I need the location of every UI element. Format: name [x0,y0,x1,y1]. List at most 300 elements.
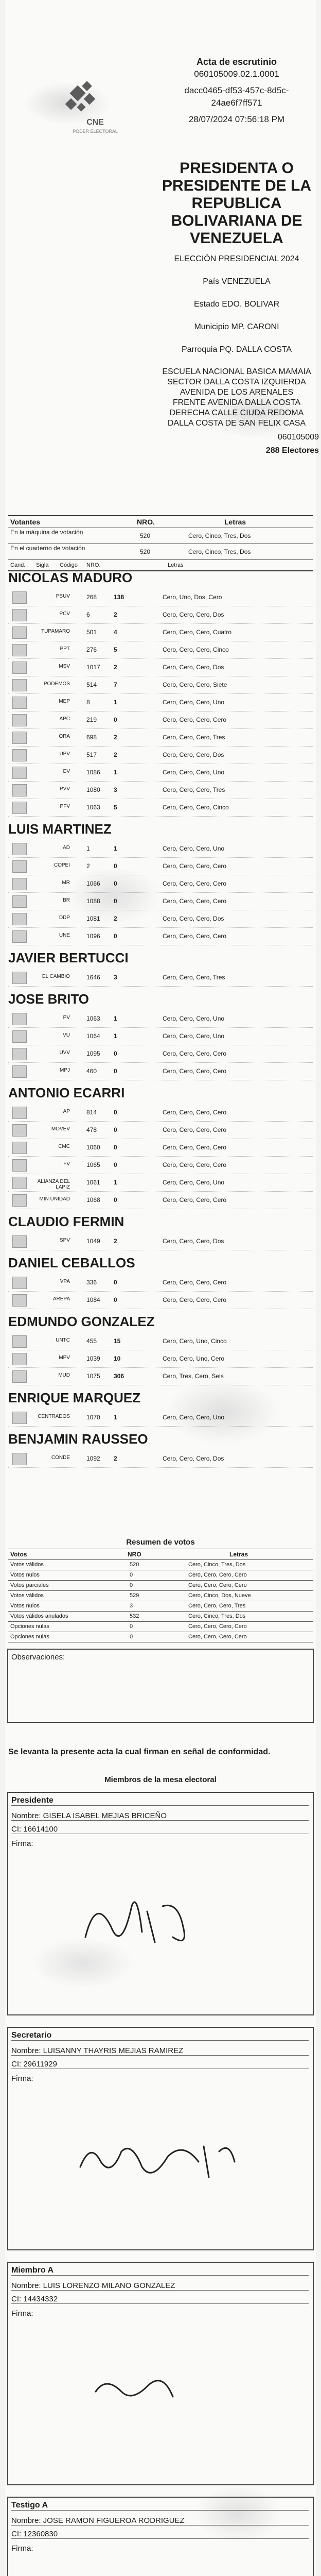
member-firma: Firma: [11,2074,33,2083]
party-sigla: PFV [60,804,70,809]
party-logo-icon [12,644,27,656]
party-nro: 138 [114,594,124,601]
resumen-cell: 532 [130,1613,139,1619]
resumen-row [8,1581,313,1591]
party-sigla: EL CAMBIO [42,974,70,979]
party-nro: 0 [114,716,117,723]
col-sigla: Sigla [36,562,49,568]
centro-code: 060105009 [277,433,319,442]
signature-image [65,1870,250,1973]
party-code: 8 [86,699,90,706]
party-code: 698 [86,734,97,741]
party-logo-icon [12,662,27,674]
party-nro: 2 [114,611,117,618]
party-code: 1063 [86,1015,100,1022]
party-nro: 1 [114,699,117,706]
party-nro: 1 [114,845,117,852]
resumen-cell: Cero, Cero, Cero, Tres [188,1603,246,1609]
party-logo-icon [12,1177,27,1189]
party-letras: Cero, Cero, Cero, Dos [163,611,224,618]
votantes-row-cuaderno [8,544,313,560]
party-nro: 2 [114,664,117,671]
party-nro: 2 [114,1238,117,1245]
party-sigla: PODEMOS [43,681,70,687]
party-sigla: FV [63,1161,70,1167]
party-sigla: AD [63,845,70,851]
member-box [7,2027,314,2250]
resumen-cell: 520 [130,1562,139,1568]
party-logo-icon [12,860,27,873]
acta-datetime: 28/07/2024 07:56:18 PM [188,114,285,124]
party-row [8,799,313,817]
member-role: Presidente [11,1796,309,1806]
party-sigla: MIN UNIDAD [39,1196,70,1202]
party-sigla: MEP [59,699,70,704]
party-letras: Cero, Cero, Cero, Tres [163,734,225,741]
party-sigla: VPA [60,1279,70,1284]
acta-hash-1: dacc0465-df53-457c-8d5c- [184,86,289,95]
party-nro: 10 [114,1355,121,1362]
col-codigo: Código [60,562,78,568]
party-row [8,857,313,875]
votantes-row-nro: 520 [140,532,151,539]
letras-header: Letras [224,518,246,526]
party-nro: 2 [114,915,117,922]
resumen-cell: Opciones nulas [10,1623,49,1630]
member-role: Secretario [11,2031,309,2041]
party-code: 1017 [86,664,100,671]
observaciones-box [7,1649,314,1723]
party-row [8,969,313,987]
party-nro: 0 [114,1067,117,1075]
party-logo-icon [12,1048,27,1060]
party-code: 1096 [86,933,100,940]
party-sigla: MOVEV [51,1126,70,1132]
party-code: 1060 [86,1144,100,1151]
resumen-cell: Cero, Cinco, Tres, Dos [188,1562,246,1568]
election-title [154,160,319,456]
party-nro: 1 [114,1179,117,1186]
member-name: Nombre: LUIS LORENZO MILANO GONZALEZ [11,2281,309,2291]
party-code: 2 [86,862,90,870]
party-logo-icon [12,1370,27,1383]
escuela-line: AVENIDA DE LOS ARENALES [180,388,294,397]
member-firma: Firma: [11,1839,33,1848]
candidate-name: LUIS MARTINEZ [8,821,112,837]
party-code: 1049 [86,1238,100,1245]
resumen-row [8,1601,313,1612]
party-letras: Cero, Cero, Cero, Cero [163,1067,227,1075]
party-sigla: SPV [59,1238,70,1243]
party-logo-icon [12,972,27,984]
party-nro: 5 [114,804,117,811]
party-row [8,588,313,606]
party-nro: 0 [114,1279,117,1286]
party-logo-icon [12,609,27,621]
votantes-row-letras: Cero, Cinco, Tres, Dos [188,532,251,539]
party-code: 1092 [86,1455,100,1462]
party-code: 1064 [86,1032,100,1040]
party-row [8,1332,313,1350]
party-code: 814 [86,1109,97,1116]
party-row [8,910,313,928]
party-row [8,641,313,659]
col-letras: Letras [168,562,184,568]
member-box [7,2497,314,2576]
party-letras: Cero, Cero, Cero, Uno [163,1015,225,1022]
party-code: 501 [86,629,97,636]
signature-image [65,2340,250,2443]
party-nro: 2 [114,751,117,758]
resumen-cell: Cero, Cero, Cero, Cero [188,1582,247,1588]
party-nro: 0 [114,897,117,905]
resumen-row [8,1560,313,1570]
escuela-line: ESCUELA NACIONAL BASICA MAMAIA [162,367,311,376]
resumen-cell: Votos válidos anulados [10,1613,68,1619]
party-code: 1646 [86,974,100,981]
party-code: 455 [86,1337,97,1345]
party-logo-icon [12,1235,27,1248]
party-nro: 3 [114,786,117,793]
resumen-cell: Votos válidos [10,1562,44,1568]
party-sigla: APC [59,716,70,722]
party-row [8,606,313,624]
party-letras: Cero, Cero, Uno, Cero [163,1355,225,1362]
party-sigla: UPV [59,751,70,757]
escuela-line: FRENTE AVENIDA DALLA COSTA [172,398,301,407]
party-row [8,1350,313,1368]
party-row [8,875,313,893]
party-code: 1088 [86,897,100,905]
col-nro: NRO. [86,562,101,568]
member-box [7,1792,314,2015]
member-ci: CI: 16614100 [11,1825,309,1834]
acta-header [165,56,309,126]
party-code: 1070 [86,1414,100,1421]
party-nro: 0 [114,1161,117,1168]
cne-logo [51,77,139,139]
party-logo-icon [12,1159,27,1172]
eleccion-label: ELECCIÓN PRESIDENCIAL 2024 [174,255,299,263]
member-box [7,2262,314,2485]
party-nro: 0 [114,1126,117,1133]
party-nro: 306 [114,1372,124,1380]
resumen-row [8,1632,313,1642]
party-letras: Cero, Cero, Cero, Cero [163,897,227,905]
party-nro: 2 [114,734,117,741]
party-letras: Cero, Cero, Cero, Uno [163,1179,225,1186]
party-nro: 0 [114,933,117,940]
party-row [8,728,313,747]
election-title-line: REPUBLICA [191,195,282,212]
election-title-line: PRESIDENTE DE LA [162,177,312,194]
party-letras: Cero, Cero, Cero, Tres [163,974,225,981]
party-row [8,746,313,764]
party-row [8,1232,313,1250]
party-logo-icon [12,802,27,814]
party-letras: Cero, Cero, Cero, Cuatro [163,629,232,636]
acta-title: Acta de escrutinio [196,57,277,67]
party-code: 1080 [86,786,100,793]
party-logo-icon [12,591,27,604]
party-row [8,1121,313,1139]
party-logo-icon [12,930,27,943]
party-code: 1039 [86,1355,100,1362]
party-letras: Cero, Cero, Cero, Cero [163,1296,227,1303]
party-letras: Cero, Cero, Cero, Cero [163,880,227,887]
party-row [8,781,313,799]
member-firma: Firma: [11,2544,33,2553]
party-letras: Cero, Cero, Cero, Dos [163,751,224,758]
party-row [8,764,313,782]
party-nro: 15 [114,1337,121,1345]
votantes-header: Votantes [10,518,41,526]
party-code: 1075 [86,1372,100,1380]
resumen-rows [8,1560,313,1642]
svg-text:CNE: CNE [86,118,104,127]
party-row [8,1409,313,1427]
acta-hash-2: 24ae6f7ff571 [211,98,262,108]
resumen-votos [8,1538,313,1642]
resumen-cell: Cero, Cinco, Dos, Nueve [188,1592,251,1599]
party-code: 1065 [86,1161,100,1168]
party-letras: Cero, Cero, Cero, Dos [163,1455,224,1462]
party-letras: Cero, Cero, Cero, Cero [163,933,227,940]
resumen-cell: 0 [130,1634,133,1640]
member-role: Miembro A [11,2266,309,2276]
firma-notice: Se levanta la presente acta la cual firman en señal de conformidad. [8,1748,271,1756]
candidate-name: JAVIER BERTUCCI [8,950,129,965]
party-logo-icon [12,913,27,925]
party-logo-icon [12,1335,27,1348]
col-cand: Cand. [10,562,26,568]
party-sigla: MPJ [60,1067,70,1073]
party-code: 6 [86,611,90,618]
party-logo-icon [12,697,27,709]
party-letras: Cero, Cero, Cero, Cero [163,1196,227,1204]
party-letras: Cero, Cero, Cero, Cero [163,862,227,870]
party-nro: 7 [114,681,117,688]
party-logo-icon [12,1107,27,1119]
party-row [8,693,313,711]
acta-code: 060105009.02.1.0001 [194,69,279,79]
party-row [8,1045,313,1063]
resumen-cell: 3 [130,1603,133,1609]
party-code: 1068 [86,1196,100,1204]
party-row [8,1104,313,1122]
party-sigla: TUPAMARO [41,629,70,634]
party-logo-icon [12,767,27,779]
party-logo-icon [12,732,27,744]
party-letras: Cero, Cero, Cero, Cinco [163,804,229,811]
member-name: Nombre: GISELA ISABEL MEJIAS BRICEÑO [11,1811,309,1821]
party-letras: Cero, Cero, Cero, Cero [163,1144,227,1151]
party-letras: Cero, Uno, Dos, Cero [163,594,222,601]
resumen-cell: Votos nulos [10,1603,40,1609]
votantes-table [8,515,313,571]
party-sigla: UNTC [56,1337,70,1343]
party-sigla: PVV [59,786,70,792]
party-nro: 0 [114,880,117,887]
party-sigla: AREPA [52,1296,70,1302]
resumen-cell: 0 [130,1572,133,1578]
party-sigla: MPV [59,1355,70,1361]
party-row [8,1139,313,1157]
observaciones-label: Observaciones: [11,1653,65,1662]
party-nro: 0 [114,1109,117,1116]
party-logo-icon [12,714,27,726]
party-code: 1 [86,845,90,852]
party-nro: 1 [114,1032,117,1040]
party-code: 1095 [86,1050,100,1057]
estado-label: Estado EDO. BOLIVAR [194,300,279,309]
party-row [8,892,313,910]
party-letras: Cero, Cero, Cero, Siete [163,681,227,688]
votantes-row-nro: 520 [140,548,151,555]
candidate-name: ANTONIO ECARRI [8,1085,125,1100]
party-sigla: UVV [59,1050,70,1056]
party-code: 336 [86,1279,97,1286]
party-sigla: CMC [58,1144,70,1149]
party-nro: 1 [114,1015,117,1022]
party-logo-icon [12,679,27,691]
party-row [8,1010,313,1028]
member-role: Testigo A [11,2501,309,2511]
party-sigla: VU [63,1032,70,1038]
resumen-row [8,1612,313,1622]
party-logo-icon [12,1013,27,1025]
party-sigla: AP [63,1109,70,1114]
party-letras: Cero, Cero, Cero, Tres [163,786,225,793]
party-nro: 3 [114,974,117,981]
party-row [8,658,313,676]
parroquia-label: Parroquia PQ. DALLA COSTA [181,345,292,354]
candidate-name: BENJAMIN RAUSSEO [8,1431,148,1447]
resumen-row [8,1591,313,1601]
resumen-cell: Cero, Cero, Cero, Cero [188,1634,247,1640]
party-sigla: PCV [59,611,70,617]
party-sigla: UNE [59,933,70,938]
party-nro: 0 [114,1050,117,1057]
party-sigla: ALIANZA DEL LAPIZ [37,1179,70,1190]
resumen-row [8,1570,313,1581]
member-name: Nombre: JOSE RAMON FIGUEROA RODRIGUEZ [11,2516,309,2526]
party-letras: Cero, Cero, Cero, Cero [163,1161,227,1168]
party-row [8,927,313,945]
party-logo-icon [12,1412,27,1424]
party-code: 478 [86,1126,97,1133]
resumen-row [8,1622,313,1632]
electores-count: 288 Electores [265,446,319,455]
votantes-row-maquina [8,528,313,544]
resumen-cell: Cero, Cinco, Tres, Dos [188,1613,246,1619]
resumen-cell: Opciones nulas [10,1634,49,1640]
election-title-line: VENEZUELA [190,230,283,247]
party-nro: 1 [114,769,117,776]
party-logo-icon [12,878,27,890]
party-code: 1084 [86,1296,100,1303]
party-nro: 0 [114,1296,117,1303]
party-code: 276 [86,646,97,653]
party-row [8,1274,313,1292]
party-code: 1061 [86,1179,100,1186]
party-nro: 1 [114,1414,117,1421]
party-row [8,1191,313,1209]
party-code: 460 [86,1067,97,1075]
resumen-h-letras: Letras [229,1551,248,1558]
escuela-line: DALLA COSTA DE SAN FELIX CASA [167,419,306,428]
party-row [8,1156,313,1174]
candidate-name: ENRIQUE MARQUEZ [8,1390,141,1405]
party-sigla: MR [62,880,70,886]
escuela-block [154,367,319,429]
resumen-title: Resumen de votos [8,1538,313,1549]
party-letras: Cero, Tres, Cero, Seis [163,1372,224,1380]
escuela-line: SECTOR DALLA COSTA IZQUIERDA [167,378,306,386]
resumen-cell: Cero, Cero, Cero, Cero [188,1572,247,1578]
party-sigla: PPT [60,646,70,652]
party-logo-icon [12,1124,27,1137]
election-title-line: BOLIVARIANA DE [171,212,302,229]
resumen-h-votos: Votos [10,1551,27,1558]
candidate-name: EDMUNDO GONZALEZ [8,1314,155,1329]
party-logo-icon [12,1065,27,1078]
party-row [8,1450,313,1468]
resumen-cell: 0 [130,1582,133,1588]
party-row [8,1174,313,1192]
party-sigla: PSUV [56,594,70,599]
party-letras: Cero, Cero, Cero, Cero [163,1109,227,1116]
party-code: 514 [86,681,97,688]
party-row [8,1291,313,1309]
party-sigla: MSV [59,664,70,669]
party-sigla: PV [63,1015,70,1021]
miembros-title: Miembros de la mesa electoral [104,1775,217,1784]
party-logo-icon [12,749,27,761]
party-nro: 0 [114,1144,117,1151]
party-row [8,1062,313,1080]
party-code: 1063 [86,804,100,811]
member-ci: CI: 12360830 [11,2530,309,2539]
party-code: 517 [86,751,97,758]
party-sigla: DDP [59,915,70,921]
party-nro: 4 [114,629,117,636]
party-code: 1081 [86,915,100,922]
party-letras: Cero, Cero, Cero, Uno [163,699,225,706]
votantes-row-label: En el cuaderno de votación [10,545,85,552]
party-logo-icon [12,1277,27,1289]
pais-label: País VENEZUELA [203,277,271,286]
party-logo-icon [12,1353,27,1365]
party-sigla: COPEI [53,862,70,868]
party-logo-icon [12,1142,27,1154]
party-letras: Cero, Cero, Cero, Cero [163,1126,227,1133]
signature-image [65,2105,250,2208]
party-letras: Cero, Cero, Cero, Cinco [163,646,229,653]
party-logo-icon [12,784,27,796]
party-letras: Cero, Cero, Cero, Uno [163,845,225,852]
election-title-line: PRESIDENTA O [180,160,294,177]
candidate-name: JOSE BRITO [8,991,90,1007]
party-code: 1066 [86,880,100,887]
party-row [8,840,313,858]
party-letras: Cero, Cero, Cero, Cero [163,716,227,723]
party-nro: 2 [114,1455,117,1462]
party-sigla: MUD [58,1372,70,1378]
party-logo-icon [12,1194,27,1207]
resumen-cell: Votos nulos [10,1572,40,1578]
member-ci: CI: 14434332 [11,2295,309,2304]
